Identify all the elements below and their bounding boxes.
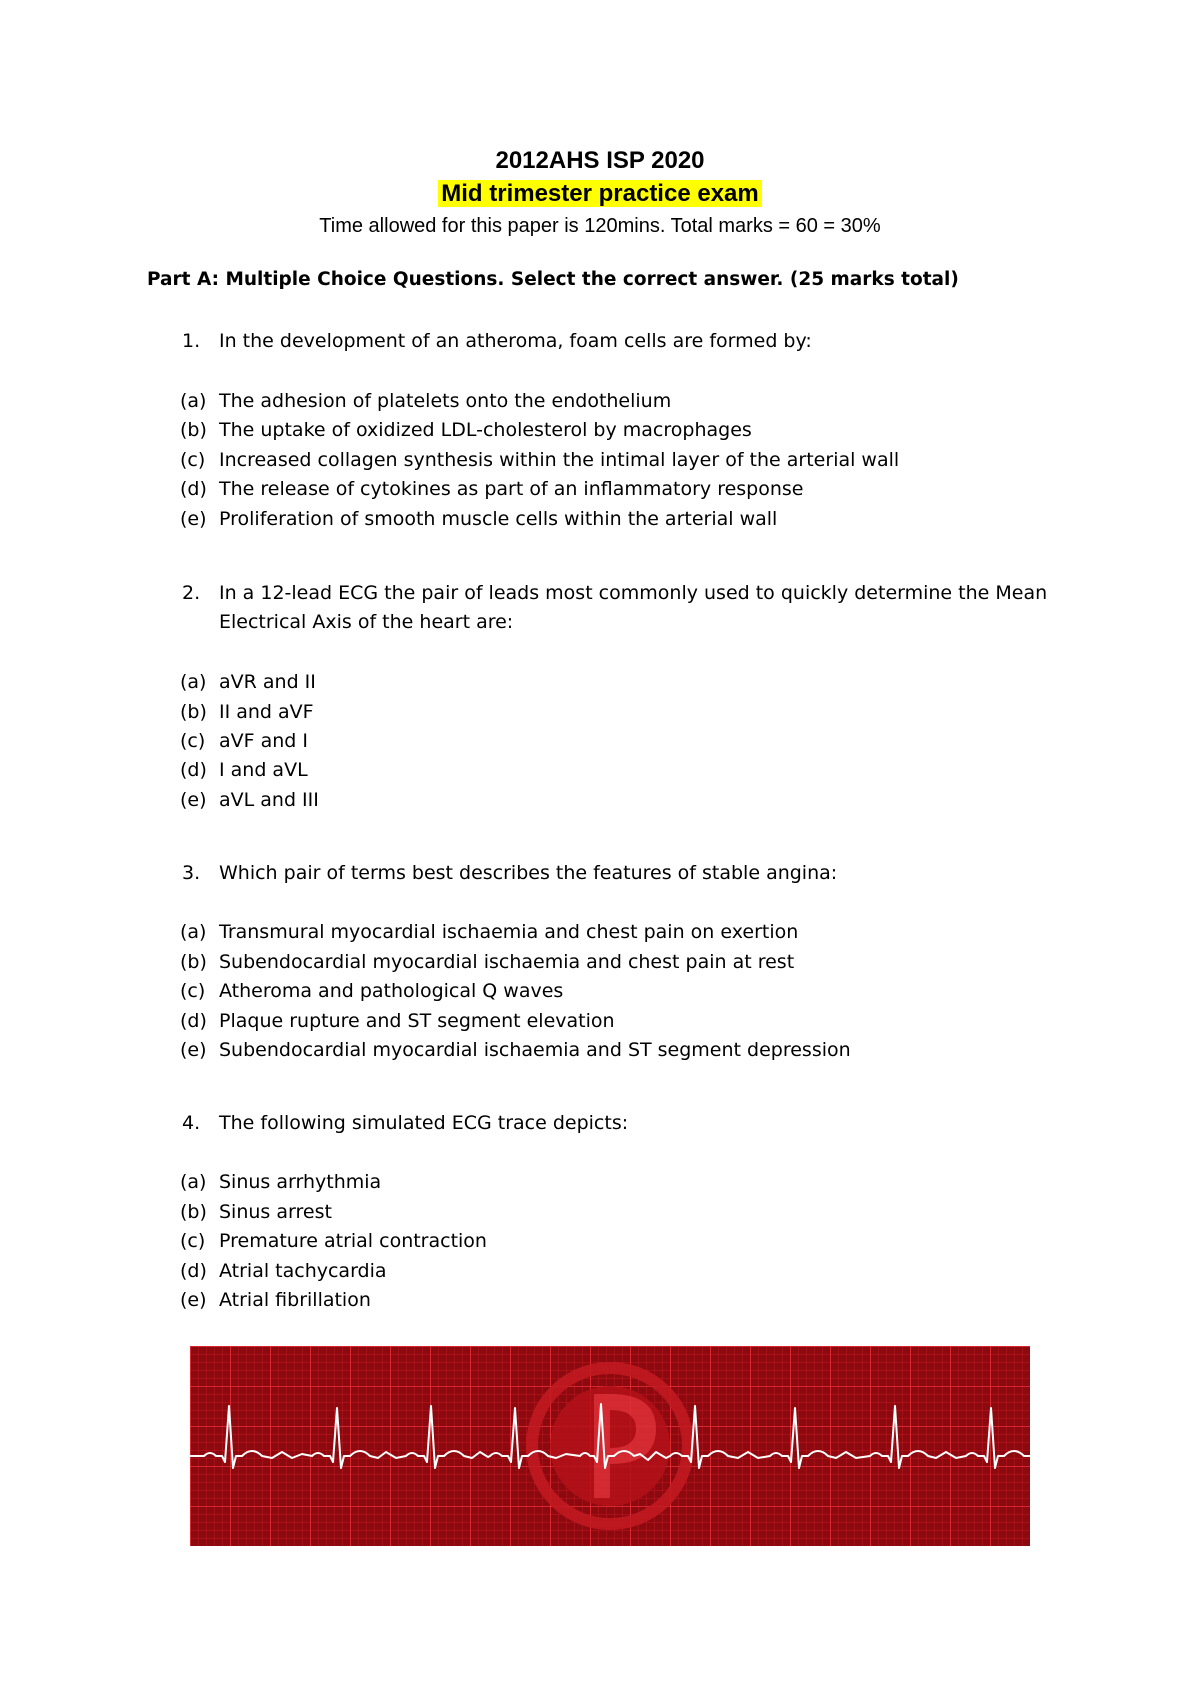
question-text: Which pair of terms best describes the features of stable angina: [219,862,838,884]
option-text: aVL and III [219,789,319,811]
option-label: (a) [180,671,207,693]
option-text: I and aVL [219,759,308,781]
option-text: Increased collagen synthesis within the intimal layer of the arterial wall [219,449,900,471]
question-text-continued: Electrical Axis of the heart are: [219,611,514,633]
option-label: (c) [180,449,206,471]
question-text: In a 12-lead ECG the pair of leads most commonly used to quickly determine the Mean [219,582,1048,604]
option-text: aVF and I [219,730,308,752]
option-label: (d) [180,1010,207,1032]
option-text: aVR and II [219,671,316,693]
option-label: (a) [180,921,207,943]
option-text: Atrial tachycardia [219,1260,387,1282]
question-text: In the development of an atheroma, foam cells are formed by: [219,330,812,352]
option-text: II and aVF [219,701,314,723]
option-text: The uptake of oxidized LDL-cholesterol by macrophages [219,419,752,441]
option-text: Plaque rupture and ST segment elevation [219,1010,615,1032]
exam-title: 2012AHS ISP 2020 [495,147,705,174]
option-text: Atheroma and pathological Q waves [219,980,564,1002]
option-text: Sinus arrest [219,1201,332,1223]
option-text: Subendocardial myocardial ischaemia and ST segment depression [219,1039,851,1061]
option-label: (c) [180,980,206,1002]
option-label: (e) [180,508,207,530]
option-label: (e) [180,1039,207,1061]
option-label: (d) [180,1260,207,1282]
option-text: Atrial fibrillation [219,1289,371,1311]
option-label: (b) [180,1201,207,1223]
option-label: (b) [180,419,207,441]
option-label: (b) [180,951,207,973]
time-allowed-info: Time allowed for this paper is 120mins. Total marks = 60 = 30% [319,215,881,237]
option-text: Premature atrial contraction [219,1230,487,1252]
option-label: (c) [180,1230,206,1252]
option-text: Transmural myocardial ischaemia and chest pain on exertion [219,921,799,943]
question-number: 2. [182,582,201,604]
option-label: (a) [180,390,207,412]
option-text: The adhesion of platelets onto the endothelium [219,390,672,412]
option-text: The release of cytokines as part of an inflammatory response [219,478,804,500]
option-text: Proliferation of smooth muscle cells within the arterial wall [219,508,778,530]
option-label: (e) [180,789,207,811]
option-label: (d) [180,478,207,500]
part-a-heading: Part A: Multiple Choice Questions. Select the correct answer. (25 marks total) [147,269,959,290]
option-text: Subendocardial myocardial ischaemia and chest pain at rest [219,951,795,973]
question-number: 1. [182,330,201,352]
option-text: Sinus arrhythmia [219,1171,382,1193]
ecg-trace-image [190,1346,1030,1546]
option-label: (b) [180,701,207,723]
exam-subtitle [0,178,1200,210]
option-label: (a) [180,1171,207,1193]
question-text: The following simulated ECG trace depicts: [219,1112,629,1134]
question-number: 3. [182,862,201,884]
option-label: (d) [180,759,207,781]
exam-subtitle-highlight: Mid trimester practice exam [438,180,761,207]
option-label: (c) [180,730,206,752]
question-number: 4. [182,1112,201,1134]
ecg-watermark-logo [532,1368,688,1524]
option-label: (e) [180,1289,207,1311]
